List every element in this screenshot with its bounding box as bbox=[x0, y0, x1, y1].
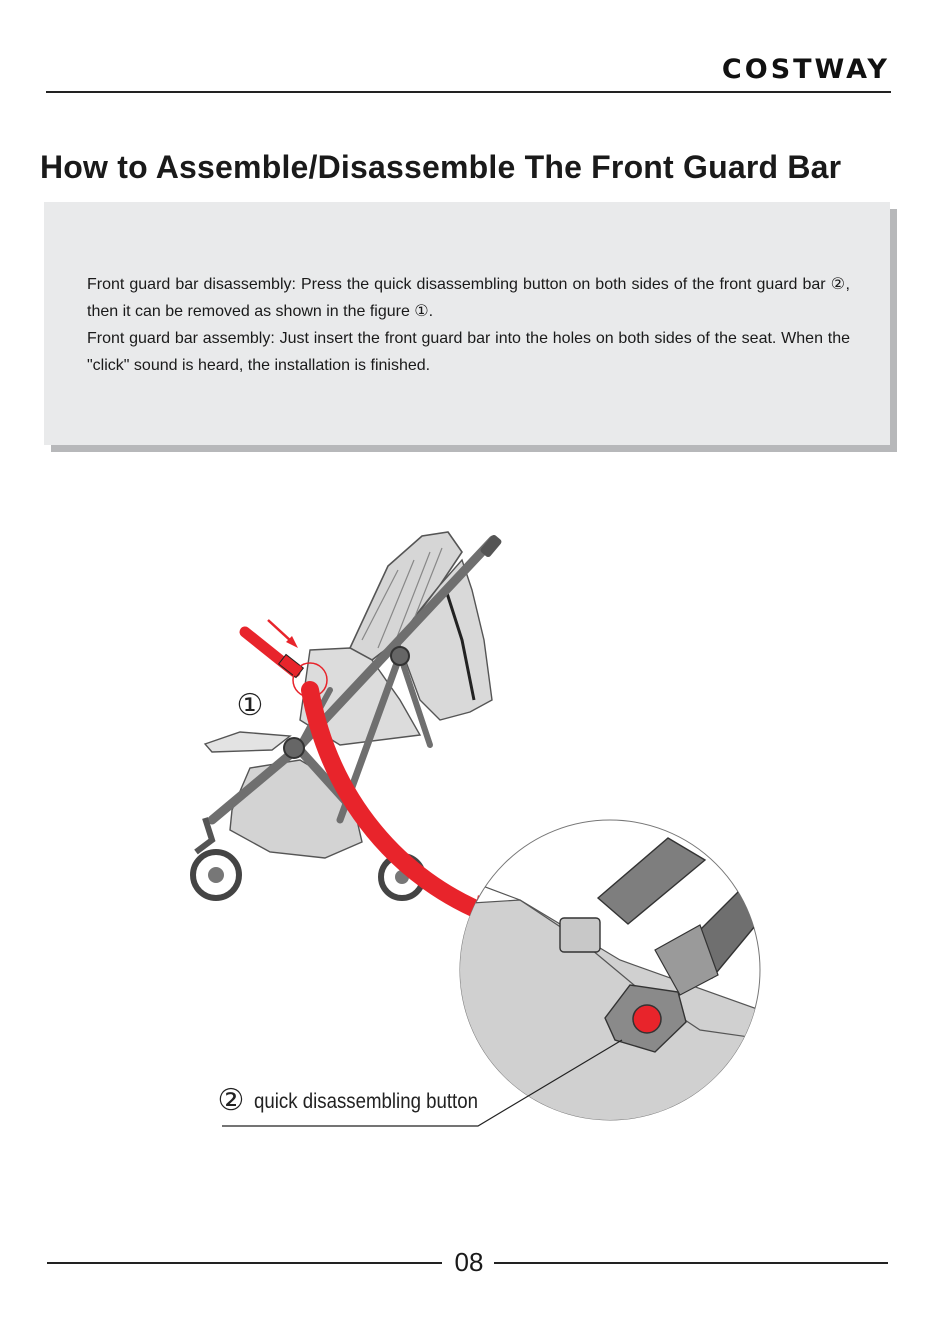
figure-marker-1: ① bbox=[236, 688, 264, 723]
guard-bar-red bbox=[245, 632, 303, 678]
instruction-text bbox=[87, 271, 850, 379]
brand-logo: COSTWAY bbox=[721, 54, 890, 85]
disassembly-instruction: Front guard bar disassembly: Press the quick disassembling button on both sides of the front guard bar ②, then it can be removed as shown in the figure ①. bbox=[87, 276, 850, 320]
callout-label: quick disassembling button bbox=[254, 1090, 478, 1113]
footer-divider-left bbox=[47, 1262, 442, 1264]
page-number: 08 bbox=[454, 1247, 484, 1277]
instruction-panel bbox=[44, 202, 890, 445]
figure-marker-2: ② bbox=[217, 1083, 245, 1118]
page-title: How to Assemble/Disassemble The Front Guard Bar bbox=[40, 149, 842, 185]
header-divider bbox=[46, 91, 891, 93]
zoom-detail bbox=[440, 820, 770, 1130]
stroller-illustration bbox=[0, 480, 937, 1160]
footer-divider-right bbox=[494, 1262, 888, 1264]
assembly-instruction: Front guard bar assembly: Just insert the front guard bar into the holes on both sides of the seat. When the "click" sound is heard, the installation is finished. bbox=[87, 330, 850, 374]
quick-release-button bbox=[633, 1005, 661, 1033]
